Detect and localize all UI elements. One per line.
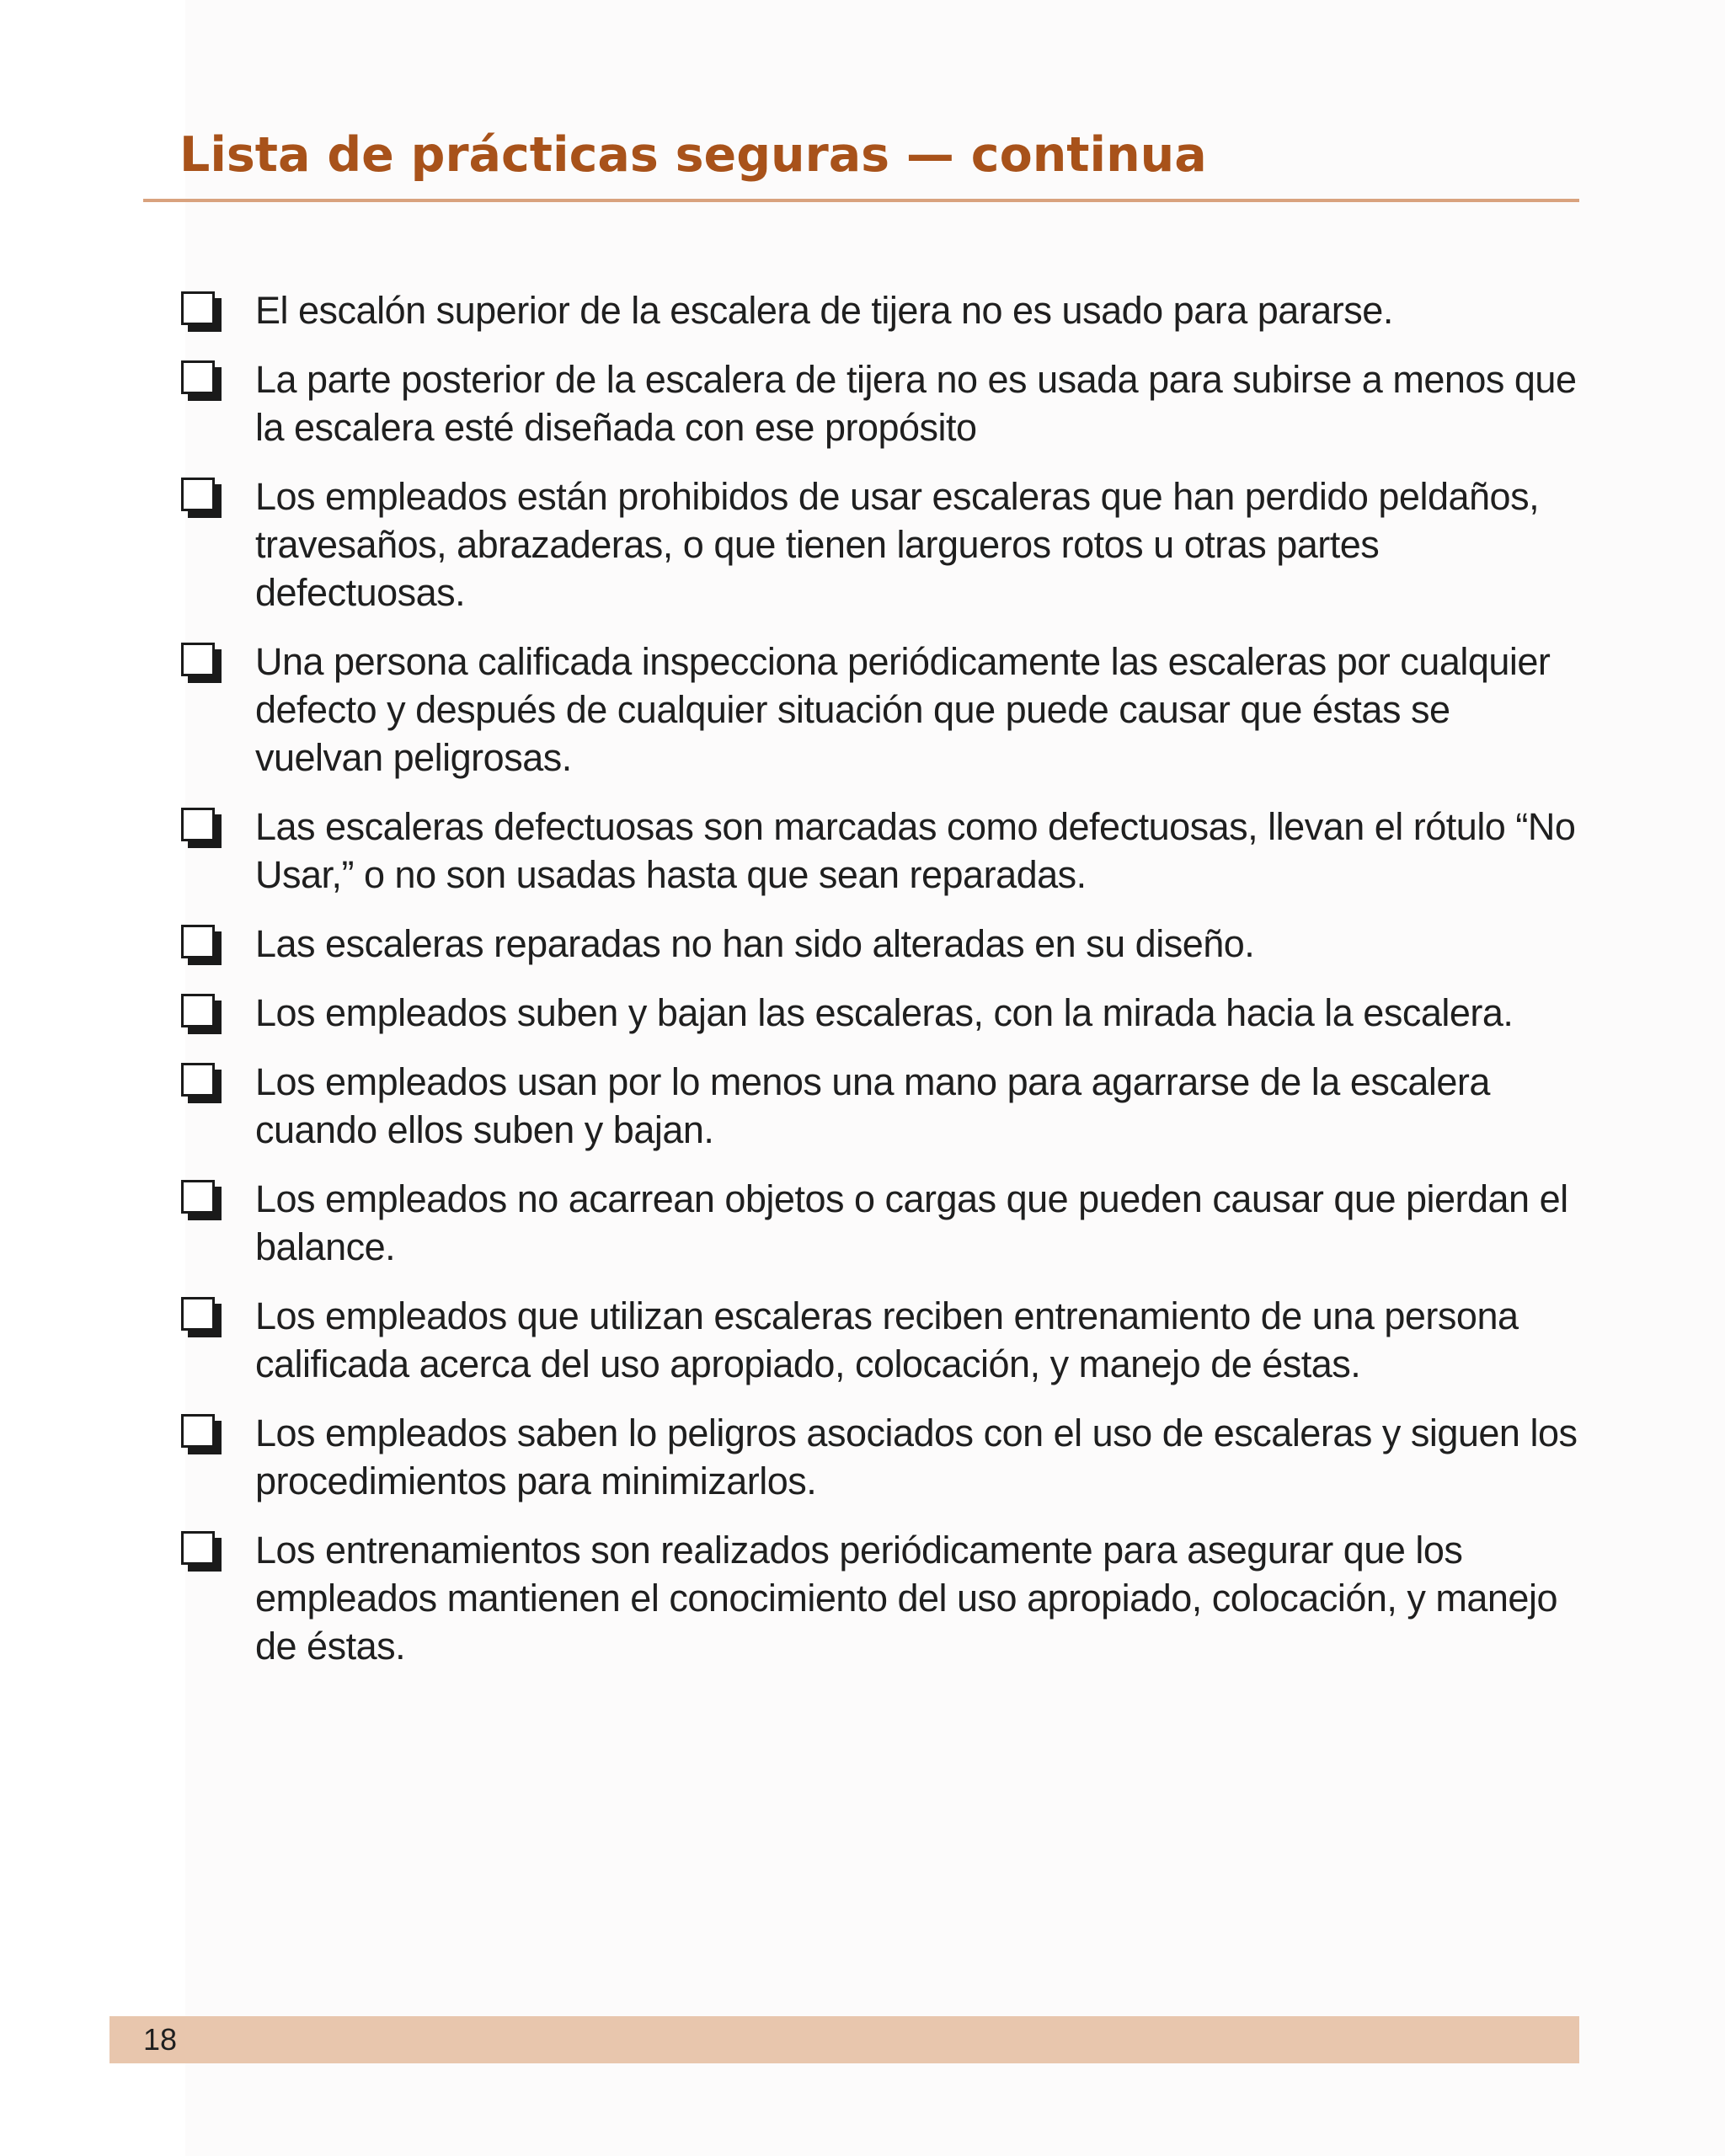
checklist-item — [181, 472, 1579, 616]
safe-practices-checklist — [181, 286, 1579, 1691]
checklist-item-text: Los empleados que utilizan escaleras reciben entrenamiento de una persona calificada acerca del uso apropiado, colocación, y manejo de éstas. — [255, 1294, 1519, 1385]
checklist-item-text: Los empleados usan por lo menos una mano para agarrarse de la escalera cuando ellos suben y bajan. — [255, 1060, 1490, 1151]
checkbox-icon[interactable] — [181, 925, 215, 958]
title-divider — [143, 199, 1579, 202]
checkbox-icon[interactable] — [181, 1414, 215, 1448]
checkbox-icon[interactable] — [181, 994, 215, 1027]
checklist-item — [181, 355, 1579, 451]
checklist-item — [181, 803, 1579, 899]
checklist-item-text: Los entrenamientos son realizados periódicamente para asegurar que los empleados mantienen el conocimiento del uso apropiado, colocación, y manejo de éstas. — [255, 1529, 1557, 1668]
checkbox-icon[interactable] — [181, 808, 215, 841]
checkbox-icon[interactable] — [181, 643, 215, 676]
checklist-item-text: El escalón superior de la escalera de tijera no es usado para pararse. — [255, 289, 1393, 332]
checkbox-icon[interactable] — [181, 1531, 215, 1565]
checkbox-icon[interactable] — [181, 1063, 215, 1097]
checklist-item-text: Los empleados suben y bajan las escaleras, con la mirada hacia la escalera. — [255, 991, 1514, 1034]
checklist-item — [181, 638, 1579, 782]
checklist-item-text: Los empleados saben lo peligros asociados con el uso de escaleras y siguen los procedimientos para minimizarlos. — [255, 1412, 1578, 1502]
checklist-item-text: Los empleados están prohibidos de usar escaleras que han perdido peldaños, travesaños, abrazaderas, o que tienen largueros rotos u otras partes defectuosas. — [255, 475, 1540, 614]
page-title: Lista de prácticas seguras — continua — [179, 127, 1207, 183]
page-number: 18 — [143, 2022, 178, 2057]
checkbox-icon[interactable] — [181, 1297, 215, 1331]
checklist-item — [181, 1409, 1579, 1505]
footer-bar — [109, 2016, 1579, 2063]
checklist-item — [181, 1175, 1579, 1271]
checkbox-icon[interactable] — [181, 478, 215, 511]
checkbox-icon[interactable] — [181, 1180, 215, 1214]
checklist-item — [181, 1058, 1579, 1154]
checkbox-icon[interactable] — [181, 360, 215, 394]
page-header — [143, 126, 1579, 202]
checklist-item — [181, 989, 1579, 1037]
checklist-item — [181, 1526, 1579, 1670]
checklist-item-text: Las escaleras defectuosas son marcadas como defectuosas, llevan el rótulo “No Usar,” o no son usadas hasta que sean reparadas. — [255, 805, 1576, 896]
checklist-item-text: Los empleados no acarrean objetos o cargas que pueden causar que pierdan el balance. — [255, 1177, 1568, 1268]
checklist-item-text: Una persona calificada inspecciona periódicamente las escaleras por cualquier defecto y después de cualquier situación que puede causar que éstas se vuelvan peligrosas. — [255, 640, 1551, 779]
checklist-item — [181, 286, 1579, 334]
checklist-item-text: La parte posterior de la escalera de tijera no es usada para subirse a menos que la escalera esté diseñada con ese propósito — [255, 358, 1577, 449]
checklist-item — [181, 1292, 1579, 1388]
checklist-item-text: Las escaleras reparadas no han sido alteradas en su diseño. — [255, 922, 1255, 965]
checkbox-icon[interactable] — [181, 291, 215, 325]
checklist-item — [181, 920, 1579, 968]
